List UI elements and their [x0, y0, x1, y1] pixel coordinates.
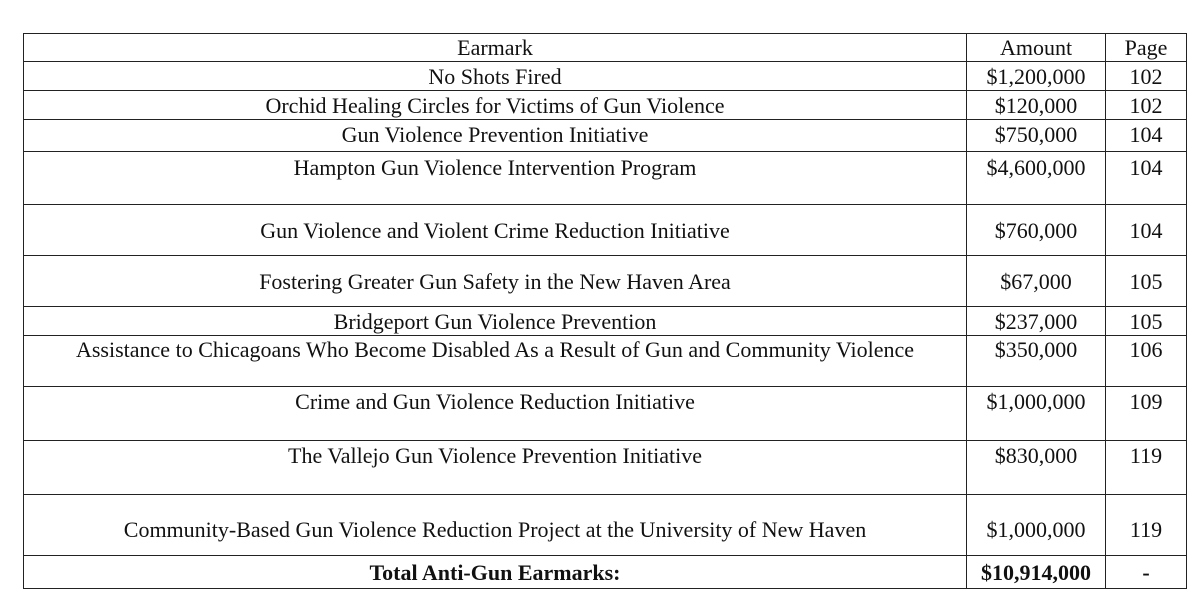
- earmark-cell: Bridgeport Gun Violence Prevention: [24, 307, 967, 336]
- table-row: [24, 91, 1187, 120]
- earmark-cell: Orchid Healing Circles for Victims of Gun Violence: [24, 91, 967, 120]
- amount-cell: $1,000,000: [967, 387, 1106, 441]
- table-row: [24, 495, 1187, 556]
- amount-cell: $237,000: [967, 307, 1106, 336]
- page-cell: 119: [1106, 495, 1187, 556]
- earmark-cell: The Vallejo Gun Violence Prevention Initiative: [24, 441, 967, 495]
- earmark-cell: Community-Based Gun Violence Reduction Project at the University of New Haven: [24, 495, 967, 556]
- page-cell: 104: [1106, 152, 1187, 205]
- header-page: Page: [1106, 34, 1187, 62]
- amount-cell: $67,000: [967, 256, 1106, 307]
- amount-cell: $760,000: [967, 205, 1106, 256]
- header-amount: Amount: [967, 34, 1106, 62]
- page-cell: 104: [1106, 120, 1187, 152]
- amount-cell: $350,000: [967, 336, 1106, 387]
- table-row: [24, 62, 1187, 91]
- earmark-cell: Fostering Greater Gun Safety in the New Haven Area: [24, 256, 967, 307]
- page-cell: 102: [1106, 91, 1187, 120]
- table-row: [24, 387, 1187, 441]
- page-cell: 109: [1106, 387, 1187, 441]
- page-cell: 119: [1106, 441, 1187, 495]
- earmark-cell: Crime and Gun Violence Reduction Initiative: [24, 387, 967, 441]
- amount-cell: $1,200,000: [967, 62, 1106, 91]
- amount-cell: $120,000: [967, 91, 1106, 120]
- table-row: [24, 205, 1187, 256]
- page-cell: 105: [1106, 307, 1187, 336]
- total-amount: $10,914,000: [967, 556, 1106, 589]
- header-earmark: Earmark: [24, 34, 967, 62]
- total-row: [24, 556, 1187, 589]
- table-row: [24, 120, 1187, 152]
- page-cell: 102: [1106, 62, 1187, 91]
- amount-cell: $830,000: [967, 441, 1106, 495]
- earmark-cell: Assistance to Chicagoans Who Become Disabled As a Result of Gun and Community Violence: [24, 336, 967, 387]
- earmark-cell: Gun Violence Prevention Initiative: [24, 120, 967, 152]
- page-cell: 105: [1106, 256, 1187, 307]
- amount-cell: $4,600,000: [967, 152, 1106, 205]
- table-row: [24, 152, 1187, 205]
- amount-cell: $750,000: [967, 120, 1106, 152]
- table-row: [24, 441, 1187, 495]
- earmark-cell: Gun Violence and Violent Crime Reduction Initiative: [24, 205, 967, 256]
- amount-cell: $1,000,000: [967, 495, 1106, 556]
- earmark-cell: No Shots Fired: [24, 62, 967, 91]
- page-cell: 104: [1106, 205, 1187, 256]
- page-cell: 106: [1106, 336, 1187, 387]
- header-row: [24, 34, 1187, 62]
- table-row: [24, 307, 1187, 336]
- total-page: -: [1106, 556, 1187, 589]
- total-label: Total Anti-Gun Earmarks:: [24, 556, 967, 589]
- table-row: [24, 336, 1187, 387]
- earmark-cell: Hampton Gun Violence Intervention Program: [24, 152, 967, 205]
- earmarks-table: [23, 33, 1187, 589]
- table-row: [24, 256, 1187, 307]
